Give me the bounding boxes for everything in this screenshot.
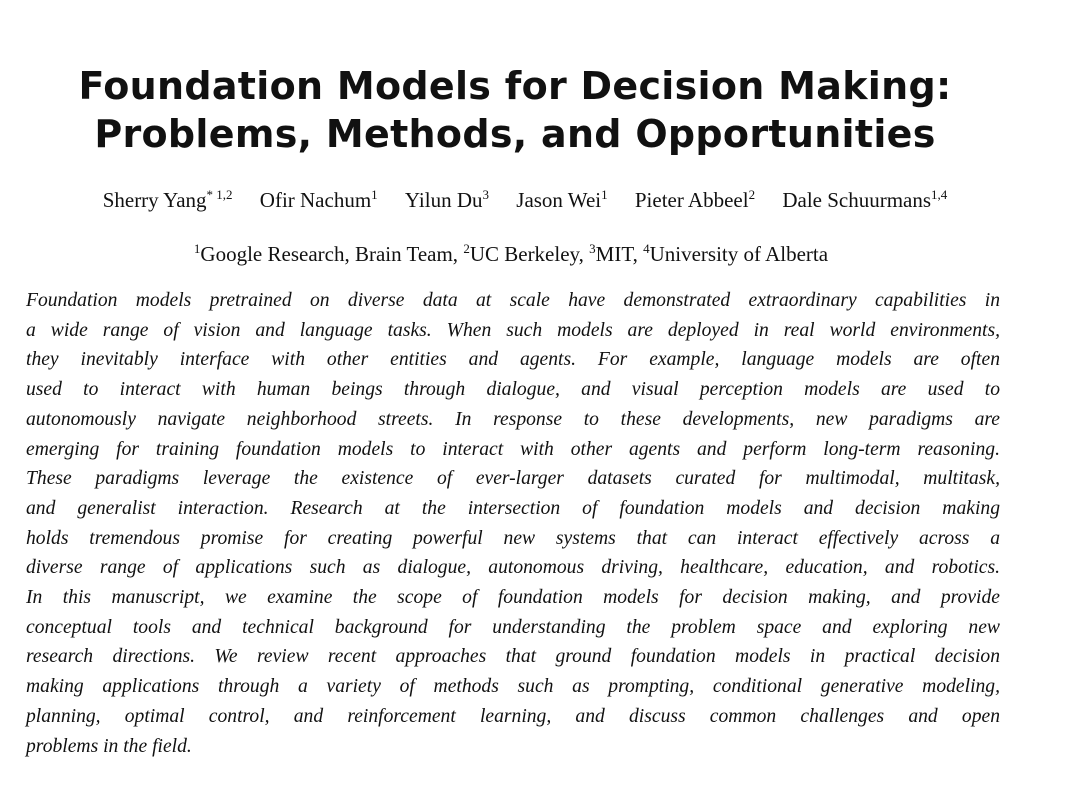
- abstract-line: holds tremendous promise for creating powerful new systems that can interact effectively across a: [26, 527, 1000, 549]
- author-name: Jason Wei: [516, 188, 602, 212]
- abstract-line: Foundation models pretrained on diverse data at scale have demonstrated extraordinary capabilities in: [26, 290, 1000, 311]
- affiliation-name: MIT,: [595, 242, 638, 266]
- paper-title-line-2: Problems, Methods, and Opportunities: [94, 112, 936, 156]
- author-name: Sherry Yang: [102, 188, 207, 212]
- author-affiliation-marker: 1: [601, 187, 608, 202]
- abstract-line: diverse range of applications such as dialogue, autonomous driving, healthcare, education, and robotics.: [26, 557, 1000, 579]
- abstract-line: problems in the field.: [26, 735, 192, 757]
- author-affiliation-marker: * 1,2: [206, 187, 233, 202]
- author: [103, 186, 233, 214]
- author-affiliation-marker: 2: [748, 187, 756, 202]
- affiliation: [643, 242, 828, 266]
- abstract-line: a wide range of vision and language tasks. When such models are deployed in real world environments,: [26, 319, 1000, 341]
- affiliation: [463, 242, 584, 266]
- affiliation: [589, 242, 638, 266]
- author-name: Dale Schuurmans: [782, 188, 932, 212]
- affiliation-name: University of Alberta: [649, 242, 829, 266]
- abstract-line: planning, optimal control, and reinforcement learning, and discuss common challenges and open: [26, 705, 1000, 727]
- affiliation-marker: 2: [463, 241, 470, 256]
- affiliation-marker: 1: [193, 241, 201, 256]
- author: [635, 186, 755, 214]
- author: [260, 186, 378, 214]
- abstract-line: In this manuscript, we examine the scope of foundation models for decision making, and provide: [26, 587, 1000, 609]
- affiliation-marker: 4: [643, 241, 650, 256]
- author-list: [0, 186, 1050, 214]
- affiliation-list: [0, 240, 1022, 268]
- abstract-line: autonomously navigate neighborhood streets. In response to these developments, new paradigms are: [26, 408, 1000, 430]
- abstract-line: they inevitably interface with other entities and agents. For example, language models are often: [26, 349, 1000, 371]
- author: [516, 186, 607, 214]
- abstract-line: research directions. We review recent approaches that ground foundation models in practical decision: [26, 646, 1000, 668]
- author: [405, 186, 489, 214]
- author-affiliation-marker: 1,4: [931, 187, 948, 202]
- abstract-line: making applications through a variety of methods such as prompting, conditional generative modeling,: [26, 676, 1000, 698]
- affiliation-name: Google Research, Brain Team,: [200, 242, 459, 266]
- paper-title-line-1: Foundation Models for Decision Making:: [78, 64, 952, 108]
- abstract-line: and generalist interaction. Research at the intersection of foundation models and decision making: [26, 497, 1000, 519]
- author-affiliation-marker: 3: [482, 187, 490, 202]
- affiliation: [194, 242, 458, 266]
- author: [782, 186, 947, 214]
- author-name: Pieter Abbeel: [634, 188, 749, 212]
- abstract-line: These paradigms leverage the existence of ever-larger datasets curated for multimodal, multitask,: [26, 468, 1000, 490]
- author-name: Yilun Du: [404, 188, 483, 212]
- abstract-line: conceptual tools and technical background for understanding the problem space and exploring new: [26, 616, 1000, 638]
- abstract: [26, 286, 1000, 761]
- affiliation-marker: 3: [589, 241, 596, 256]
- abstract-line: emerging for training foundation models to interact with other agents and perform long-term reasoning.: [26, 438, 1000, 460]
- author-name: Ofir Nachum: [259, 188, 372, 212]
- author-affiliation-marker: 1: [371, 187, 378, 202]
- paper-title: [0, 62, 1030, 158]
- abstract-line: used to interact with human beings through dialogue, and visual perception models are used to: [26, 379, 1000, 401]
- affiliation-name: UC Berkeley,: [469, 242, 584, 266]
